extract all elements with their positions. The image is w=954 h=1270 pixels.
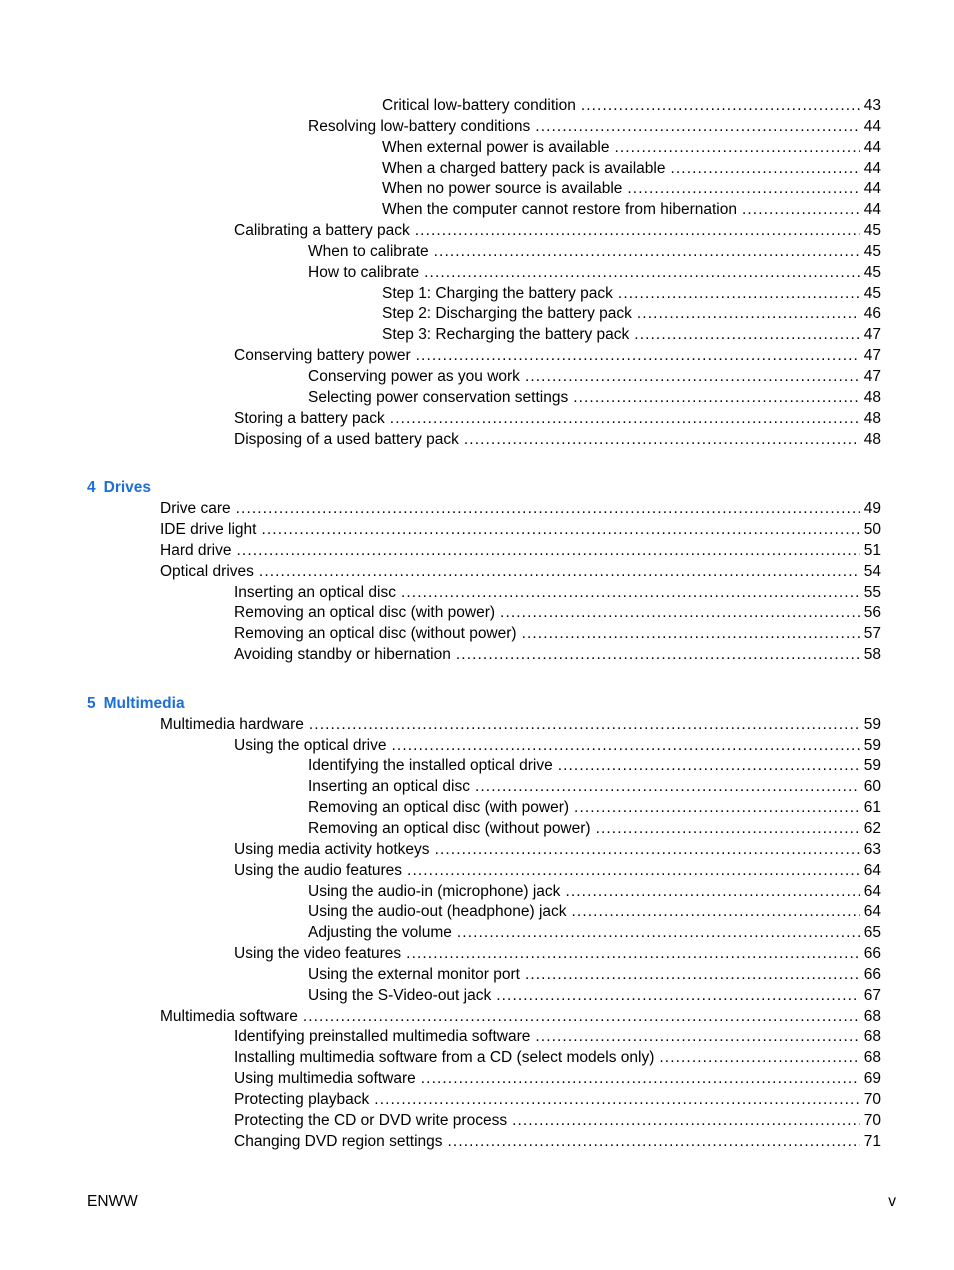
toc-entry-title: Identifying the installed optical drive	[308, 757, 553, 775]
toc-entry-title: Using the video features	[234, 945, 402, 963]
toc-entry[interactable]	[0, 819, 954, 840]
toc-entry-page-number: 59	[863, 715, 881, 733]
dot-leader	[416, 346, 860, 367]
toc-entry-page-number: 47	[863, 326, 881, 344]
toc-entry-title: IDE drive light	[160, 521, 257, 539]
dot-leader	[742, 200, 860, 221]
dot-leader	[512, 1111, 860, 1132]
dot-leader	[535, 1027, 859, 1048]
dot-leader	[573, 388, 860, 409]
toc-entry-title: Identifying preinstalled multimedia software	[234, 1028, 531, 1046]
toc-entry[interactable]	[0, 861, 954, 882]
dot-leader	[572, 902, 860, 923]
toc-entry[interactable]	[0, 777, 954, 798]
toc-entry-title: Installing multimedia software from a CD (select models only)	[234, 1049, 655, 1067]
toc-entry[interactable]	[0, 882, 954, 903]
dot-leader	[448, 1132, 860, 1153]
toc-entry[interactable]	[0, 430, 954, 451]
toc-entry[interactable]	[0, 284, 954, 305]
toc-entry-title: Inserting an optical disc	[234, 583, 396, 601]
toc-entry[interactable]	[0, 736, 954, 757]
toc-entry-page-number: 59	[863, 757, 881, 775]
toc-entry-title: Critical low-battery condition	[382, 97, 576, 114]
toc-entry-title: Storing a battery pack	[234, 409, 385, 427]
toc-entry-page-number: 70	[863, 1090, 881, 1108]
toc-entry[interactable]	[0, 1069, 954, 1090]
toc-entry[interactable]	[0, 367, 954, 388]
toc-entry-page-number: 64	[863, 861, 881, 879]
toc-entry-page-number: 45	[863, 222, 881, 240]
dot-leader	[401, 583, 860, 604]
toc-entry-page-number: 50	[863, 521, 881, 539]
toc-entry-page-number: 44	[863, 201, 881, 219]
toc-entry[interactable]	[0, 715, 954, 736]
dot-leader	[558, 756, 860, 777]
toc-entry-page-number: 44	[863, 138, 881, 156]
dot-leader	[522, 624, 860, 645]
toc-entry[interactable]	[0, 583, 954, 604]
toc-entry-title: When no power source is available	[382, 180, 623, 198]
toc-entry[interactable]	[0, 520, 954, 541]
toc-entry-page-number: 62	[863, 820, 881, 837]
toc-entry-title: Using the audio-out (headphone) jack	[308, 903, 567, 921]
dot-leader	[456, 645, 860, 666]
toc-entry-page-number: 44	[863, 159, 881, 177]
dot-leader	[236, 499, 860, 520]
chapter-number: 5	[87, 694, 96, 712]
toc-entry-title: Using the S-Video-out jack	[308, 986, 492, 1004]
toc-entry-page-number: 51	[863, 541, 881, 559]
toc-entry-title: Step 3: Recharging the battery pack	[382, 326, 630, 344]
toc-entry-title: Using media activity hotkeys	[234, 840, 430, 858]
toc-entry-title: When to calibrate	[308, 242, 429, 260]
dot-leader	[670, 159, 859, 180]
toc-entry[interactable]	[0, 645, 954, 666]
toc-entry-page-number: 45	[863, 242, 881, 260]
dot-leader	[525, 965, 860, 986]
toc-entry-page-number: 67	[863, 986, 881, 1004]
toc-entry-title: Inserting an optical disc	[308, 778, 470, 796]
toc-entry[interactable]	[0, 624, 954, 645]
toc-entry[interactable]	[0, 263, 954, 284]
toc-entry[interactable]	[0, 902, 954, 923]
toc-entry-title: When the computer cannot restore from hibernation	[382, 201, 737, 219]
toc-entry-title: Conserving battery power	[234, 347, 411, 365]
toc-entry[interactable]	[0, 138, 954, 159]
toc-entry-page-number: 48	[863, 388, 881, 406]
section-spacer	[0, 450, 954, 478]
toc-entry-title: Using the audio-in (microphone) jack	[308, 882, 561, 900]
toc-entry-page-number: 57	[863, 625, 881, 643]
toc-entry[interactable]	[0, 1132, 954, 1153]
dot-leader	[303, 1007, 860, 1028]
chapter-heading[interactable]	[0, 478, 954, 499]
dot-leader	[259, 562, 860, 583]
dot-leader	[435, 840, 860, 861]
toc-entry[interactable]	[0, 304, 954, 325]
toc-entry-page-number: 48	[863, 409, 881, 427]
dot-leader	[634, 325, 859, 346]
dot-leader	[659, 1048, 859, 1069]
toc-entry[interactable]	[0, 1007, 954, 1028]
toc-entry[interactable]	[0, 409, 954, 430]
toc-entry-title: When external power is available	[382, 138, 610, 156]
toc-entry-title: Removing an optical disc (without power)	[234, 625, 517, 643]
dot-leader	[464, 430, 860, 451]
toc-entry-title: Step 2: Discharging the battery pack	[382, 305, 632, 323]
toc-entry-title: Optical drives	[160, 562, 254, 580]
dot-leader	[457, 923, 860, 944]
dot-leader	[374, 1090, 859, 1111]
toc-entry-title: Protecting playback	[234, 1090, 370, 1108]
toc-entry-title: Hard drive	[160, 541, 232, 559]
dot-leader	[574, 798, 860, 819]
toc-entry-title: Drive care	[160, 500, 231, 518]
toc-entry-title: When a charged battery pack is available	[382, 159, 666, 177]
toc-entry-page-number: 64	[863, 903, 881, 921]
toc-entry[interactable]	[0, 756, 954, 777]
toc-entry-page-number: 68	[863, 1028, 881, 1046]
dot-leader	[415, 221, 860, 242]
toc-entry-title: Selecting power conservation settings	[308, 388, 569, 406]
toc-entry[interactable]	[0, 200, 954, 221]
toc-entry-title: Multimedia hardware	[160, 715, 304, 733]
toc-entry-page-number: 70	[863, 1111, 881, 1129]
toc-entry-page-number: 45	[863, 284, 881, 302]
toc-entry-title: Protecting the CD or DVD write process	[234, 1111, 508, 1129]
dot-leader	[565, 882, 859, 903]
toc-entry[interactable]	[0, 179, 954, 200]
toc-entry[interactable]	[0, 388, 954, 409]
toc-entry-title: Changing DVD region settings	[234, 1132, 443, 1150]
toc-entry-title: Multimedia software	[160, 1007, 298, 1025]
toc-entry-page-number: 68	[863, 1007, 881, 1025]
toc-entry-title: Resolving low-battery conditions	[308, 117, 531, 135]
toc-entry[interactable]	[0, 1027, 954, 1048]
toc-entry-page-number: 44	[863, 180, 881, 198]
toc-entry-page-number: 69	[863, 1070, 881, 1088]
chapter-heading[interactable]	[0, 694, 954, 715]
chapter-title: Multimedia	[103, 694, 185, 712]
toc-entry-title: Using the audio features	[234, 861, 403, 879]
toc-entry[interactable]	[0, 798, 954, 819]
toc-entry[interactable]	[0, 96, 954, 117]
toc-entry-title: Using the optical drive	[234, 736, 387, 754]
dot-leader	[309, 715, 860, 736]
dot-leader	[596, 819, 860, 840]
toc-entry-page-number: 55	[863, 583, 881, 601]
toc-entry[interactable]	[0, 944, 954, 965]
chapter-title: Drives	[103, 479, 152, 497]
table-of-contents	[0, 96, 954, 1153]
toc-entry-page-number: 45	[863, 263, 881, 281]
toc-entry-title: Using multimedia software	[234, 1070, 416, 1088]
dot-leader	[618, 284, 860, 305]
toc-entry-page-number: 54	[863, 562, 881, 580]
dot-leader	[237, 541, 860, 562]
dot-leader	[614, 138, 859, 159]
toc-entry-title: How to calibrate	[308, 263, 420, 281]
toc-entry[interactable]	[0, 562, 954, 583]
toc-entry-page-number: 47	[863, 347, 881, 365]
toc-entry-page-number: 47	[863, 367, 881, 385]
toc-entry-page-number: 49	[863, 500, 881, 518]
toc-entry-title: Removing an optical disc (with power)	[234, 604, 496, 622]
toc-entry-title: Step 1: Charging the battery pack	[382, 284, 613, 302]
dot-leader	[421, 1069, 860, 1090]
dot-leader	[406, 944, 860, 965]
toc-entry-title: Adjusting the volume	[308, 924, 452, 942]
dot-leader	[475, 777, 860, 798]
dot-leader	[424, 263, 860, 284]
toc-entry[interactable]	[0, 346, 954, 367]
dot-leader	[535, 117, 859, 138]
toc-entry[interactable]	[0, 325, 954, 346]
toc-entry[interactable]	[0, 499, 954, 520]
dot-leader	[392, 736, 860, 757]
dot-leader	[390, 409, 860, 430]
footer-page-number: v	[888, 1193, 896, 1210]
toc-entry[interactable]	[0, 1090, 954, 1111]
toc-entry-page-number: 66	[863, 945, 881, 963]
toc-entry-page-number: 59	[863, 736, 881, 754]
toc-entry-page-number: 60	[863, 778, 881, 796]
toc-entry-page-number: 48	[863, 430, 881, 448]
toc-entry-page-number: 64	[863, 882, 881, 900]
dot-leader	[261, 520, 859, 541]
toc-entry-page-number: 71	[863, 1132, 881, 1150]
section-spacer	[0, 666, 954, 694]
toc-entry-page-number: 66	[863, 965, 881, 983]
toc-entry[interactable]	[0, 603, 954, 624]
toc-entry[interactable]	[0, 242, 954, 263]
toc-entry-page-number: 58	[863, 646, 881, 664]
chapter-number: 4	[87, 479, 96, 497]
toc-entry[interactable]	[0, 923, 954, 944]
toc-entry[interactable]	[0, 986, 954, 1007]
dot-leader	[637, 304, 860, 325]
toc-entry-title: Removing an optical disc (with power)	[308, 799, 570, 817]
toc-entry[interactable]	[0, 965, 954, 986]
toc-entry-title: Removing an optical disc (without power)	[308, 820, 591, 837]
toc-entry[interactable]	[0, 541, 954, 562]
toc-entry[interactable]	[0, 1048, 954, 1069]
toc-entry-page-number: 56	[863, 604, 881, 622]
dot-leader	[500, 603, 860, 624]
dot-leader	[407, 861, 860, 882]
toc-entry-page-number: 44	[863, 117, 881, 135]
toc-entry-page-number: 65	[863, 924, 881, 942]
dot-leader	[581, 96, 860, 117]
toc-entry[interactable]	[0, 221, 954, 242]
footer-publisher-code: ENWW	[87, 1193, 138, 1210]
dot-leader	[627, 179, 859, 200]
toc-entry-page-number: 46	[863, 305, 881, 323]
toc-entry-page-number: 61	[863, 799, 881, 817]
toc-entry-page-number: 68	[863, 1049, 881, 1067]
toc-entry-title: Calibrating a battery pack	[234, 222, 410, 240]
toc-entry-title: Disposing of a used battery pack	[234, 430, 459, 448]
toc-entry-title: Conserving power as you work	[308, 367, 520, 385]
toc-entry[interactable]	[0, 1111, 954, 1132]
dot-leader	[525, 367, 860, 388]
toc-entry[interactable]	[0, 117, 954, 138]
toc-entry[interactable]	[0, 840, 954, 861]
toc-entry[interactable]	[0, 159, 954, 180]
toc-entry-page-number: 43	[863, 97, 881, 114]
dot-leader	[496, 986, 860, 1007]
toc-entry-title: Avoiding standby or hibernation	[234, 646, 451, 664]
dot-leader	[434, 242, 860, 263]
toc-entry-title: Using the external monitor port	[308, 965, 520, 983]
toc-entry-page-number: 63	[863, 840, 881, 858]
